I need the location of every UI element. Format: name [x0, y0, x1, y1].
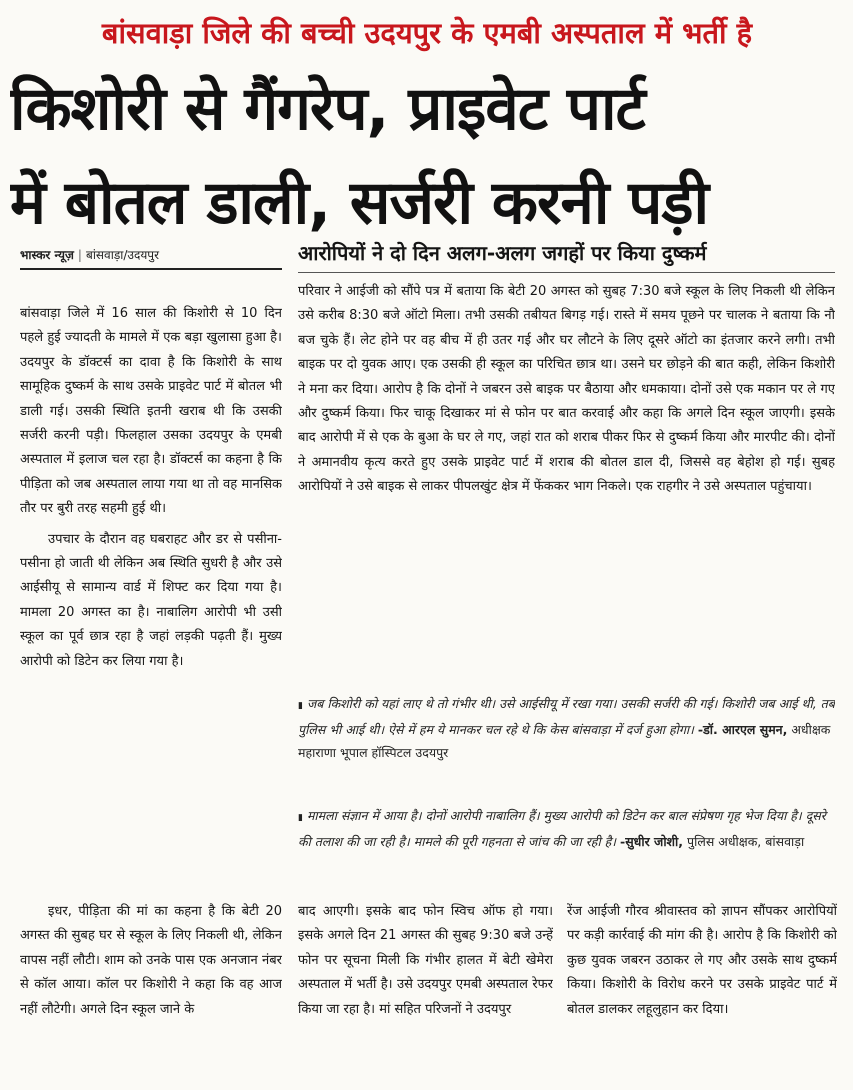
- kicker-headline: बांसवाड़ा जिले की बच्ची उदयपुर के एमबी अस्पताल में भर्ती है: [101, 16, 753, 50]
- main-headline: [10, 62, 843, 250]
- col1-paragraph-3: इधर, पीड़िता की मां का कहना है कि बेटी 20 अगस्त की सुबह घर से स्कूल के लिए निकली थी, लेकिन वापस नहीं लौटी। शाम को उनके पास एक अनजान नंबर से कॉल आया। कॉल पर किशोरी ने कहा कि वह आज नहीं लौटेगी। अगले दिन स्कूल जाने के: [20, 904, 282, 1017]
- quote-police: [298, 804, 835, 888]
- subhead-rule: [298, 272, 835, 273]
- col1-paragraph-1: बांसवाड़ा जिले में 16 साल की किशोरी से 10 दिन पहले हुई ज्यादती के मामले में एक बड़ा खुलासा हुआ है। उदयपुर के डॉक्टर्स का दावा है कि किशोरी के साथ सामूहिक दुष्कर्म के साथ उसके प्राइवेट पार्ट में बोतल भी डाली गई। उसकी स्थिति इतनी खराब थी कि उसकी सर्जरी करनी पड़ी। फिलहाल उसका उदयपुर के एमबी अस्पताल में इलाज चल रहा है। डॉक्टर्स का कहना है कि पीड़िता को जब अस्पताल लाया गया था तो वह मानसिक तौर पर बुरी तरह सहमी हुई थी।: [20, 306, 282, 517]
- byline-source: भास्कर न्यूज़: [20, 248, 74, 262]
- byline: [20, 244, 282, 266]
- quote-police-role: पुलिस अधीक्षक, बांसवाड़ा: [687, 834, 805, 849]
- article-column-3: [298, 900, 553, 1088]
- quote-police-text: मामला संज्ञान में आया है। दोनों आरोपी नाबालिग हैं। मुख्य आरोपी को डिटेन कर बाल संप्रेषण गृह भेज दिया है। दूसरे की तलाश की जा रही है। मामले की पूरी गहनता से जांच की जा रही है।: [298, 808, 826, 849]
- quote-doctor-text: जब किशोरी को यहां लाए थे तो गंभीर थी। उसे आईसीयू में रखा गया। उसकी सर्जरी की गई। किशोरी जब आई थी, तब पुलिस भी आई थी। ऐसे में हम ये मानकर चल रहे थे कि केस बांसवाड़ा में दर्ज हुआ होगा।: [298, 696, 835, 737]
- byline-places: बांसवाड़ा/उदयपुर: [85, 248, 160, 262]
- col3-text: बाद आएगी। इसके बाद फोन स्विच ऑफ हो गया। इसके अगले दिन 21 अगस्त की सुबह 9:30 बजे उन्हें फोन पर सूचना मिली कि गंभीर हालत में बेटी खेमेरा अस्पताल में भर्ती है। उसे उदयपुर एमबी अस्पताल रेफर किया जा रहा है। मां सहित परिजनों ने उदयपुर: [298, 904, 553, 1017]
- headline-line-1: किशोरी से गैंगरेप, प्राइवेट पार्ट: [10, 74, 645, 144]
- byline-separator: |: [77, 248, 82, 262]
- quote-doctor: [298, 692, 835, 802]
- headline-line-2: में बोतल डाली, सर्जरी करनी पड़ी: [10, 168, 708, 238]
- quote-doctor-role: अधीक्षक महाराणा भूपाल हॉस्पिटल उदयपुर: [298, 722, 831, 760]
- article-column-2: [298, 280, 835, 685]
- col4-text: रेंज आईजी गौरव श्रीवास्तव को ज्ञापन सौंपकर आरोपियों पर कड़ी कार्रवाई की मांग की है। आरोप है कि किशोरी को कुछ युवक जबरन उठाकर ले गए और उसके साथ दुष्कर्म किया। किशोरी के विरोध करने पर उसके प्राइवेट पार्ट में बोतल डालकर लहूलुहान कर दिया।: [567, 904, 837, 1017]
- byline-rule: [20, 268, 282, 270]
- col1-paragraph-2: उपचार के दौरान वह घबराहट और डर से पसीना-पसीना हो जाती थी लेकिन अब स्थिति सुधरी है और उसे आईसीयू से सामान्य वार्ड में शिफ्ट कर दिया गया है। मामला 20 अगस्त का है। नाबालिग आरोपी भी उसी स्कूल का पूर्व छात्र रहा है जहां लड़की पढ़ती हैं। मुख्य आरोपी को डिटेन कर लिया गया है।: [20, 531, 282, 669]
- article-column-4: [567, 900, 837, 1088]
- quote-police-speaker: -सुधीर जोशी,: [620, 834, 684, 849]
- article-column-1: [20, 302, 282, 892]
- article-column-1-bottom: [20, 900, 282, 1088]
- quote-doctor-speaker: -डॉ. आरएल सुमन,: [697, 722, 788, 737]
- quote-marker-icon: ▮: [298, 813, 303, 823]
- subheadline: आरोपियों ने दो दिन अलग-अलग जगहों पर किया दुष्कर्म: [298, 241, 707, 265]
- col2-paragraph-1: परिवार ने आईजी को सौंपे पत्र में बताया कि बेटी 20 अगस्त को सुबह 7:30 बजे स्कूल के लिए निकली थी लेकिन उसे करीब 8:30 बजे ऑटो मिला। तभी उसकी तबीयत बिगड़ गई। रास्ते में समय पूछने पर चालक ने बताया कि नौ बज चुके हैं। लेट होने पर वह बीच में ही उतर गई और घर लौटने के लिए दूसरे ऑटो का इंतजार करने लगी। तभी बाइक पर दो युवक आए। एक उसकी ही स्कूल का परिचित छात्र था। उसने घर छोड़ने की बात कही, लेकिन किशोरी ने मना कर दिया। आरोप है कि दोनों ने जबरन उसे बाइक पर बैठाया और धमकाया। दोनों उसे एक मकान पर ले गए और दुष्कर्म किया। फिर चाकू दिखाकर मां से फोन पर बात करवाई और कहा कि अगले दिन स्कूल जाएगी। इसके बाद आरोपी में से एक के बुआ के घर ले गए, जहां रात को शराब पीकर फिर से दुष्कर्म किया और मारपीट की। दोनों ने अमानवीय कृत्य करते हुए उसके प्राइवेट पार्ट में शराब की बोतल डाल दी, जिससे वह बेहोश हो गई। सुबह आरोपियों ने उसे बाइक से लाकर पीपलखुंट क्षेत्र में फेंककर भाग निकले। एक राहगीर ने उसे अस्पताल पहुंचाया।: [298, 284, 835, 495]
- quote-marker-icon: ▮: [298, 701, 303, 711]
